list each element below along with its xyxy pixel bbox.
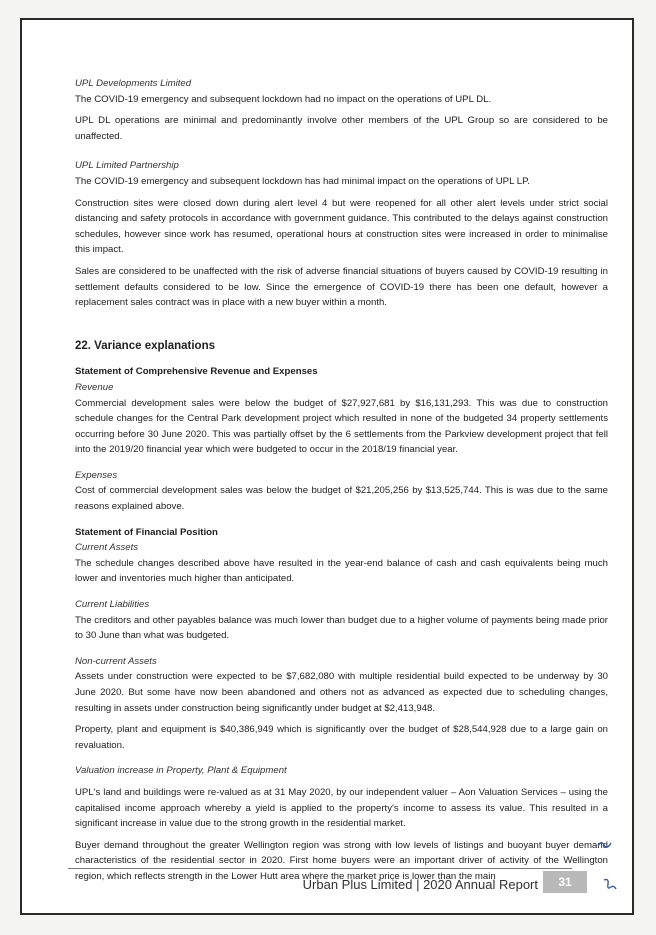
handwritten-mark-icon [596, 838, 614, 852]
ppe-paragraph: Property, plant and equipment is $40,386,949 which is significantly over the budget of $28,544,928 due to a large gain on revaluation. [75, 724, 608, 751]
upl-lp-paragraph-1: The COVID-19 emergency and subsequent lockdown has had minimal impact on the operations of UPL LP. [75, 175, 530, 187]
noncurrent-assets-paragraph: Assets under construction were expected to be $7,682,080 with multiple residential build expected to be underway by 30 June 2020. But some have now been abandoned and others not as advanced as expected due to scheduling changes, resulting in assets under construction being significantly under budget at $2,413,948. [75, 671, 608, 714]
variance-section-title: 22. Variance explanations [75, 339, 215, 352]
expenses-paragraph: Cost of commercial development sales was below the budget of $21,205,256 by $13,525,744. This is was due to the same reasons explained above. [75, 485, 608, 513]
current-assets-paragraph: The schedule changes described above have resulted in the year-end balance of cash and cash equivalents being much lower and inventories much higher than anticipated. [75, 557, 608, 585]
buyer-demand-paragraph: Buyer demand throughout the greater Wellington region was strong with low levels of listings and buoyant buyer demand characteristics of the residential sector in 2020. First home buyers were an important driver of activity of the Wellington region, which reflects strength in the Lower Hutt area where the market price is lower than the main [75, 839, 608, 882]
upl-dl-paragraph-2: UPL DL operations are minimal and predominantly involve other members of the UPL Group so are considered to be unaffected. [75, 115, 608, 142]
scre-heading: Statement of Comprehensive Revenue and Expenses [75, 366, 318, 378]
handwritten-initial-icon [601, 876, 619, 894]
revenue-heading: Revenue [75, 381, 114, 393]
sfp-heading: Statement of Financial Position [75, 526, 218, 538]
valuation-heading: Valuation increase in Property, Plant & Equipment [75, 765, 287, 777]
upl-lp-paragraph-3: Sales are considered to be unaffected with the risk of adverse financial situations of buyers caused by COVID-19 resulting in settlement defaults considered to be low. Since the emergence of COVID-19 there has been one default, however a replacement sales contract was in place with a new buyer within a month. [75, 265, 608, 309]
upl-lp-paragraph-2: Construction sites were closed down during alert level 4 but were reopened for all other alert levels under strict social distancing and safety protocols in accordance with government guidance. This contributed to the delays against construction schedules, however since work has resumed, operational hours at construction sites were increased in order to minimalise this impact. [75, 197, 608, 256]
current-liabilities-heading: Current Liabilities [75, 599, 150, 611]
upl-dl-heading: UPL Developments Limited [75, 78, 192, 89]
expenses-heading: Expenses [75, 469, 118, 481]
revenue-paragraph: Commercial development sales were below the budget of $27,927,681 by $16,131,293. This was due to construction schedule changes for the Central Park development project which resulted in none of the budgeted 34 property settlements occurring before 30 June 2020. This was partially offset by the 6 settlements from the Parkview development project that fell into the 2019/20 financial year which were budgeted to occur in the 2018/19 financial year. [75, 397, 608, 456]
current-assets-heading: Current Assets [75, 542, 139, 554]
upl-lp-heading: UPL Limited Partnership [75, 160, 179, 172]
upl-dl-paragraph-1: The COVID-19 emergency and subsequent lockdown had no impact on the operations of UPL DL. [75, 93, 492, 105]
valuation-paragraph: UPL's land and buildings were re-valued as at 31 May 2020, by our independent valuer – Aon Valuation Services – using the capitalised income approach whereby a yield is applied to the property's income to assess its value. This resulted in a significant increase in value due to the strong growth in the residential market. [75, 786, 608, 830]
footer-report-title: Urban Plus Limited | 2020 Annual Report [302, 877, 538, 892]
page-number-badge: 31 [543, 871, 587, 893]
footer-divider [68, 868, 572, 869]
document-page [20, 18, 634, 915]
current-liabilities-paragraph: The creditors and other payables balance was much lower than budget due to a higher volume of payments being made prior to 30 June than what was budgeted. [75, 614, 608, 642]
noncurrent-assets-heading: Non-current Assets [75, 655, 157, 667]
page-content [75, 76, 608, 885]
